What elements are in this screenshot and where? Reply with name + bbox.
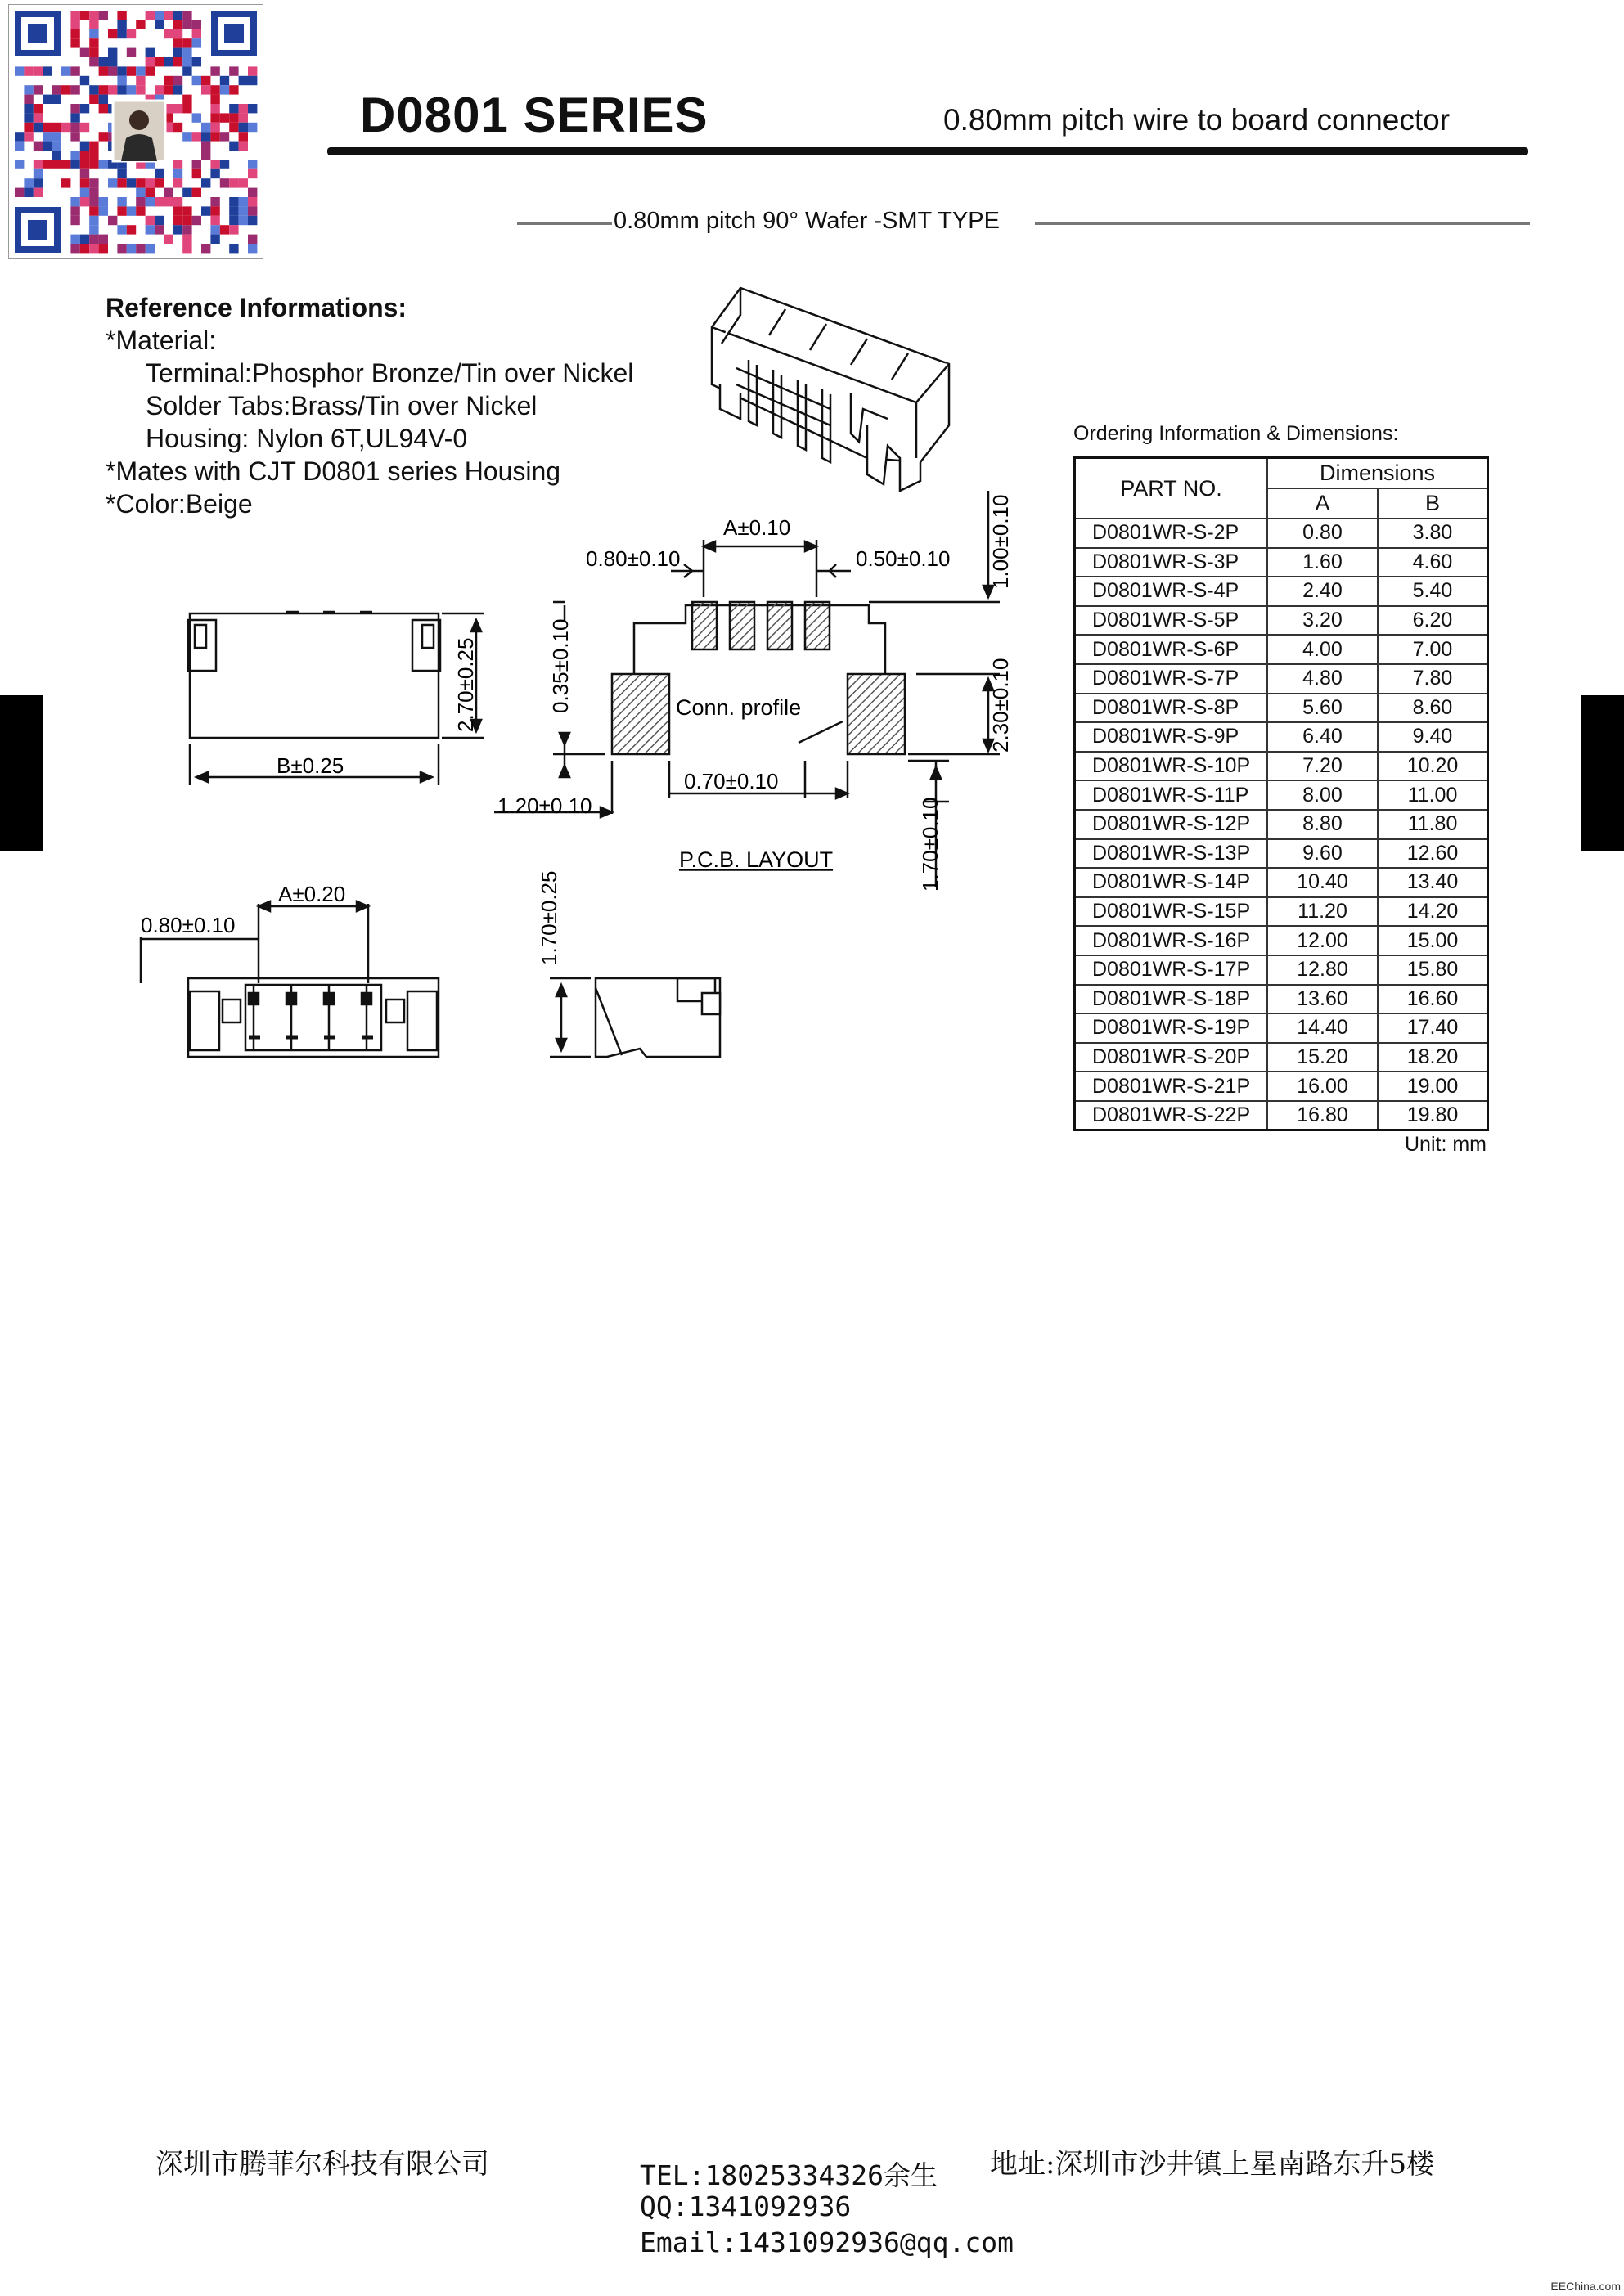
dim-a-020: A±0.20 xyxy=(278,882,346,906)
material-terminal: Terminal:Phosphor Bronze/Tin over Nickel xyxy=(146,358,634,388)
cell-b: 7.80 xyxy=(1378,664,1488,694)
dim-pitch-bottom: 0.80±0.10 xyxy=(141,913,236,937)
cell-a: 7.20 xyxy=(1267,752,1378,781)
cell-part: D0801WR-S-21P xyxy=(1075,1072,1268,1101)
unit-note: Unit: mm xyxy=(1405,1133,1487,1156)
dim-side-170: 1.70±0.25 xyxy=(537,870,561,965)
cell-b: 11.00 xyxy=(1378,780,1488,810)
table-row xyxy=(1075,635,1488,664)
table-row xyxy=(1075,752,1488,781)
cell-part: D0801WR-S-11P xyxy=(1075,780,1268,810)
cell-part: D0801WR-S-22P xyxy=(1075,1101,1268,1130)
table-row xyxy=(1075,577,1488,606)
connector-side-view xyxy=(550,978,720,1057)
material-housing: Housing: Nylon 6T,UL94V-0 xyxy=(146,424,468,453)
cell-b: 15.00 xyxy=(1378,926,1488,955)
cell-part: D0801WR-S-19P xyxy=(1075,1013,1268,1043)
cell-b: 14.20 xyxy=(1378,897,1488,927)
contact-email: Email:1431092936@qq.com xyxy=(640,2226,1014,2258)
cell-part: D0801WR-S-14P xyxy=(1075,868,1268,897)
cell-b: 13.40 xyxy=(1378,868,1488,897)
series-subtitle: 0.80mm pitch wire to board connector xyxy=(943,103,1451,137)
right-edge-tab xyxy=(1581,695,1624,851)
dim-width-120: 1.20±0.10 xyxy=(497,793,592,818)
cell-a: 13.60 xyxy=(1267,985,1378,1014)
company-address: 地址:深圳市沙井镇上星南路东升5楼 xyxy=(990,2148,1435,2181)
dim-pitch-top: 0.80±0.10 xyxy=(586,546,681,571)
cell-a: 0.80 xyxy=(1267,519,1378,548)
type-heading: 0.80mm pitch 90° Wafer -SMT TYPE xyxy=(614,208,1000,234)
cell-b: 19.80 xyxy=(1378,1101,1488,1130)
material-label: *Material: xyxy=(106,326,217,355)
cell-part: D0801WR-S-16P xyxy=(1075,926,1268,955)
cell-a: 12.80 xyxy=(1267,955,1378,985)
table-row xyxy=(1075,839,1488,869)
cell-part: D0801WR-S-3P xyxy=(1075,548,1268,577)
col-a: A xyxy=(1267,488,1378,519)
ordering-label: Ordering Information & Dimensions: xyxy=(1073,422,1399,445)
table-row xyxy=(1075,1101,1488,1130)
dim-pcb-170: 1.70±0.10 xyxy=(918,797,942,892)
color-note: *Color:Beige xyxy=(106,489,253,519)
cell-b: 5.40 xyxy=(1378,577,1488,606)
contact-tel: TEL:18025334326余生 xyxy=(640,2159,938,2191)
cell-a: 1.60 xyxy=(1267,548,1378,577)
cell-part: D0801WR-S-20P xyxy=(1075,1043,1268,1072)
table-row xyxy=(1075,519,1488,548)
ordering-table xyxy=(1073,456,1489,1131)
dim-b: B±0.25 xyxy=(277,753,344,778)
cell-b: 8.60 xyxy=(1378,694,1488,723)
conn-profile-label: Conn. profile xyxy=(676,695,802,720)
cell-b: 12.60 xyxy=(1378,839,1488,869)
reference-heading: Reference Informations: xyxy=(106,293,407,322)
cell-a: 10.40 xyxy=(1267,868,1378,897)
table-row xyxy=(1075,955,1488,985)
cell-a: 8.00 xyxy=(1267,780,1378,810)
table-row xyxy=(1075,1072,1488,1101)
cell-a: 5.60 xyxy=(1267,694,1378,723)
table-row xyxy=(1075,664,1488,694)
dim-a-010: A±0.10 xyxy=(723,515,791,540)
cell-a: 6.40 xyxy=(1267,722,1378,752)
cell-part: D0801WR-S-9P xyxy=(1075,722,1268,752)
cell-b: 7.00 xyxy=(1378,635,1488,664)
material-solder-tabs: Solder Tabs:Brass/Tin over Nickel xyxy=(146,391,538,420)
cell-a: 4.80 xyxy=(1267,664,1378,694)
table-row xyxy=(1075,1043,1488,1072)
cell-a: 16.80 xyxy=(1267,1101,1378,1130)
company-name: 深圳市腾菲尔科技有限公司 xyxy=(155,2148,489,2181)
connector-3d-view xyxy=(712,288,949,491)
dim-width-050: 0.50±0.10 xyxy=(856,546,951,571)
cell-part: D0801WR-S-10P xyxy=(1075,752,1268,781)
table-row xyxy=(1075,868,1488,897)
table-row xyxy=(1075,926,1488,955)
cell-part: D0801WR-S-12P xyxy=(1075,810,1268,839)
pcb-layout-label: P.C.B. LAYOUT xyxy=(679,847,834,872)
cell-a: 12.00 xyxy=(1267,926,1378,955)
type-divider-right xyxy=(1035,222,1530,225)
dim-height-270: 2.70±0.25 xyxy=(453,637,478,732)
cell-b: 17.40 xyxy=(1378,1013,1488,1043)
cell-b: 19.00 xyxy=(1378,1072,1488,1101)
col-dimensions: Dimensions xyxy=(1267,458,1488,489)
dim-height-035: 0.35±0.10 xyxy=(548,618,573,713)
table-row xyxy=(1075,985,1488,1014)
table-row xyxy=(1075,722,1488,752)
cell-part: D0801WR-S-15P xyxy=(1075,897,1268,927)
cell-a: 4.00 xyxy=(1267,635,1378,664)
cell-b: 4.60 xyxy=(1378,548,1488,577)
col-b: B xyxy=(1378,488,1488,519)
mates-note: *Mates with CJT D0801 series Housing xyxy=(106,456,561,486)
cell-b: 3.80 xyxy=(1378,519,1488,548)
technical-drawing xyxy=(0,0,1064,1080)
cell-a: 15.20 xyxy=(1267,1043,1378,1072)
cell-part: D0801WR-S-4P xyxy=(1075,577,1268,606)
cell-b: 6.20 xyxy=(1378,606,1488,636)
cell-part: D0801WR-S-8P xyxy=(1075,694,1268,723)
cell-b: 18.20 xyxy=(1378,1043,1488,1072)
cell-a: 16.00 xyxy=(1267,1072,1378,1101)
cell-part: D0801WR-S-13P xyxy=(1075,839,1268,869)
contact-qq: QQ:1341092936 xyxy=(640,2190,852,2222)
cell-part: D0801WR-S-17P xyxy=(1075,955,1268,985)
table-row xyxy=(1075,780,1488,810)
cell-a: 8.80 xyxy=(1267,810,1378,839)
cell-b: 9.40 xyxy=(1378,722,1488,752)
cell-a: 3.20 xyxy=(1267,606,1378,636)
cell-part: D0801WR-S-18P xyxy=(1075,985,1268,1014)
cell-a: 9.60 xyxy=(1267,839,1378,869)
table-row xyxy=(1075,810,1488,839)
cell-b: 10.20 xyxy=(1378,752,1488,781)
cell-a: 2.40 xyxy=(1267,577,1378,606)
cell-b: 16.60 xyxy=(1378,985,1488,1014)
cell-a: 14.40 xyxy=(1267,1013,1378,1043)
cell-b: 11.80 xyxy=(1378,810,1488,839)
col-part-no: PART NO. xyxy=(1075,458,1268,519)
table-row xyxy=(1075,897,1488,927)
dim-width-070: 0.70±0.10 xyxy=(684,769,779,793)
dim-height-100: 1.00±0.10 xyxy=(988,494,1013,589)
cell-part: D0801WR-S-7P xyxy=(1075,664,1268,694)
series-title: D0801 SERIES xyxy=(360,88,709,142)
cell-part: D0801WR-S-6P xyxy=(1075,635,1268,664)
site-credit: EEChina.com xyxy=(1550,2280,1621,2293)
cell-a: 11.20 xyxy=(1267,897,1378,927)
cell-b: 15.80 xyxy=(1378,955,1488,985)
table-row xyxy=(1075,1013,1488,1043)
cell-part: D0801WR-S-2P xyxy=(1075,519,1268,548)
table-row xyxy=(1075,694,1488,723)
table-row xyxy=(1075,606,1488,636)
cell-part: D0801WR-S-5P xyxy=(1075,606,1268,636)
table-row xyxy=(1075,548,1488,577)
dim-height-230: 2.30±0.10 xyxy=(988,658,1013,753)
